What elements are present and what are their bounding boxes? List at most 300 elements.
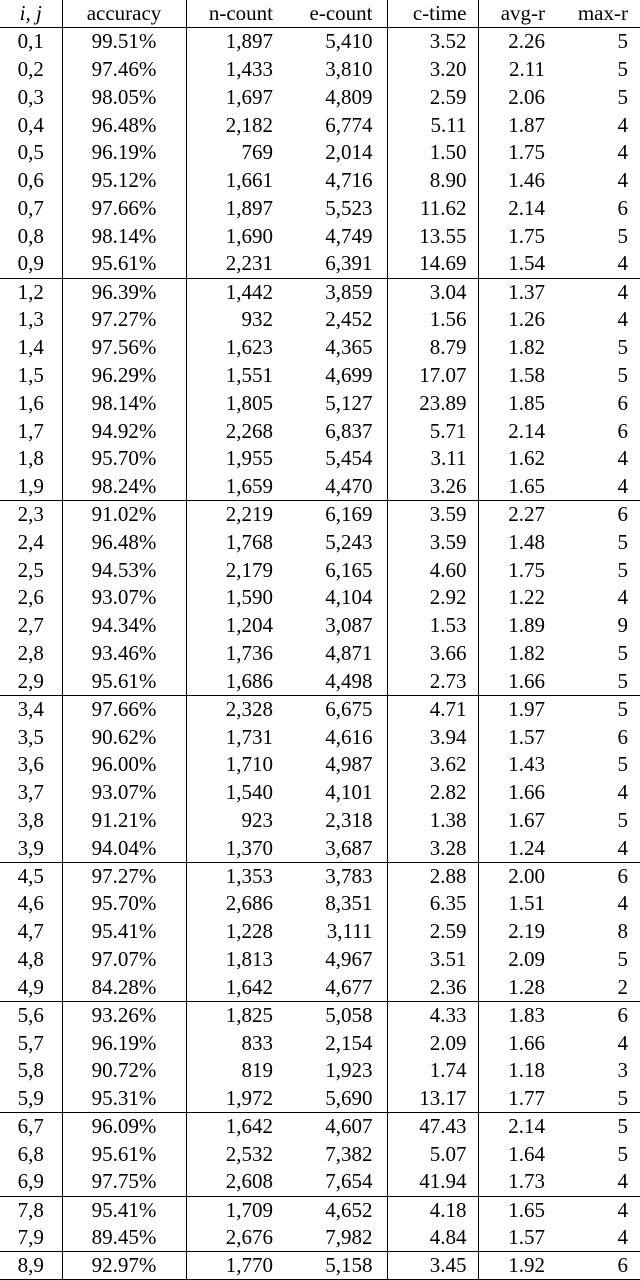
cell-max-r: 6 <box>617 724 628 749</box>
cell-e-count: 3,087 <box>280 612 387 640</box>
cell-c-time: 3.26 <box>387 473 478 501</box>
table-row <box>0 250 640 278</box>
cell-c-time: 8.79 <box>387 334 478 362</box>
cell-c-time: 1.50 <box>387 139 478 167</box>
cell-accuracy: 90.72% <box>62 1057 186 1085</box>
cell-n-count: 1,370 <box>225 835 273 860</box>
cell-c-time: 4.84 <box>387 1224 478 1252</box>
cell-accuracy: 95.12% <box>62 167 186 195</box>
cell-avg-r: 2.27 <box>508 502 545 527</box>
cell-n-count: 2,532 <box>225 1141 273 1166</box>
cell-ij: 7,8 <box>0 1196 62 1224</box>
cell-e-count: 5,454 <box>280 445 387 473</box>
cell-n-count: 1,353 <box>225 863 273 888</box>
cell-max-r: 5 <box>617 362 628 387</box>
cell-c-time: 1.38 <box>387 807 478 835</box>
cell-avg-r: 2.26 <box>508 29 545 54</box>
cell-max-r: 5 <box>617 84 628 109</box>
cell-max-r: 2 <box>617 974 628 999</box>
cell-avg-r: 1.85 <box>508 390 545 415</box>
cell-c-time: 1.74 <box>387 1057 478 1085</box>
cell-n-count: 833 <box>241 1030 273 1055</box>
cell-avg-r: 2.06 <box>508 84 545 109</box>
table-row <box>0 1140 640 1168</box>
cell-n-count: 1,642 <box>225 1114 273 1139</box>
cell-ij: 4,5 <box>0 862 62 890</box>
table-row <box>0 556 640 584</box>
header-ij: i, j <box>0 0 62 28</box>
cell-n-count: 1,442 <box>225 279 273 304</box>
cell-n-count: 1,731 <box>225 724 273 749</box>
cell-c-time: 23.89 <box>387 389 478 417</box>
table-row <box>0 918 640 946</box>
table-row <box>0 1057 640 1085</box>
cell-max-r: 6 <box>617 502 628 527</box>
cell-avg-r: 1.43 <box>508 752 545 777</box>
cell-accuracy: 95.41% <box>62 1196 186 1224</box>
cell-avg-r: 2.00 <box>508 863 545 888</box>
cell-c-time: 2.73 <box>387 668 478 696</box>
cell-ij: 0,7 <box>0 195 62 223</box>
cell-e-count: 1,923 <box>280 1057 387 1085</box>
cell-n-count: 1,825 <box>225 1002 273 1027</box>
header-max-r: max-r <box>577 1 628 26</box>
cell-e-count: 4,716 <box>280 167 387 195</box>
cell-n-count: 1,697 <box>225 84 273 109</box>
cell-accuracy: 97.66% <box>62 695 186 723</box>
table-row <box>0 723 640 751</box>
cell-ij: 1,5 <box>0 362 62 390</box>
table-row <box>0 528 640 556</box>
cell-avg-r: 1.57 <box>508 1224 545 1249</box>
cell-max-r: 5 <box>617 697 628 721</box>
cell-max-r: 5 <box>617 1114 628 1139</box>
cell-accuracy: 97.07% <box>62 946 186 974</box>
header-row <box>0 0 640 28</box>
cell-c-time: 3.59 <box>387 528 478 556</box>
cell-c-time: 3.66 <box>387 640 478 668</box>
row-group-3 <box>0 695 640 862</box>
cell-avg-r: 1.54 <box>508 251 545 276</box>
cell-ij: 4,9 <box>0 973 62 1001</box>
cell-c-time: 13.17 <box>387 1085 478 1113</box>
cell-avg-r: 1.62 <box>508 446 545 471</box>
cell-avg-r: 1.46 <box>508 168 545 193</box>
cell-accuracy: 91.02% <box>62 501 186 529</box>
cell-accuracy: 93.07% <box>62 584 186 612</box>
cell-e-count: 4,616 <box>280 723 387 751</box>
cell-e-count: 5,158 <box>280 1252 387 1280</box>
cell-e-count: 4,699 <box>280 362 387 390</box>
cell-c-time: 3.28 <box>387 834 478 862</box>
cell-n-count: 1,590 <box>225 585 273 610</box>
cell-e-count: 5,523 <box>280 195 387 223</box>
cell-n-count: 1,813 <box>225 947 273 972</box>
cell-c-time: 3.45 <box>387 1252 478 1280</box>
cell-c-time: 4.18 <box>387 1196 478 1224</box>
cell-c-time: 41.94 <box>387 1168 478 1196</box>
table-row <box>0 1085 640 1113</box>
cell-accuracy: 98.14% <box>62 222 186 250</box>
cell-e-count: 4,809 <box>280 83 387 111</box>
table-row <box>0 668 640 696</box>
cell-max-r: 4 <box>617 112 628 137</box>
cell-e-count: 4,871 <box>280 640 387 668</box>
cell-max-r: 4 <box>617 835 628 860</box>
cell-avg-r: 1.26 <box>508 307 545 332</box>
cell-c-time: 2.82 <box>387 779 478 807</box>
cell-avg-r: 1.18 <box>508 1058 545 1083</box>
cell-avg-r: 1.75 <box>508 140 545 165</box>
cell-e-count: 6,165 <box>280 556 387 584</box>
cell-e-count: 3,111 <box>280 918 387 946</box>
cell-c-time: 3.52 <box>387 28 478 56</box>
cell-c-time: 47.43 <box>387 1113 478 1141</box>
table-row <box>0 973 640 1001</box>
table-row <box>0 640 640 668</box>
cell-n-count: 1,551 <box>225 362 273 387</box>
cell-ij: 0,6 <box>0 167 62 195</box>
cell-n-count: 1,897 <box>225 196 273 221</box>
cell-avg-r: 1.51 <box>508 891 545 916</box>
cell-ij: 5,7 <box>0 1029 62 1057</box>
cell-avg-r: 2.11 <box>509 57 545 82</box>
cell-ij: 1,3 <box>0 306 62 334</box>
cell-c-time: 4.60 <box>387 556 478 584</box>
cell-max-r: 8 <box>617 919 628 944</box>
cell-max-r: 6 <box>617 863 628 888</box>
cell-n-count: 1,770 <box>225 1253 273 1278</box>
cell-ij: 6,8 <box>0 1140 62 1168</box>
cell-avg-r: 1.28 <box>508 974 545 999</box>
cell-max-r: 5 <box>617 557 628 582</box>
cell-e-count: 3,783 <box>280 862 387 890</box>
table-row <box>0 222 640 250</box>
cell-ij: 0,4 <box>0 111 62 139</box>
cell-avg-r: 1.58 <box>508 362 545 387</box>
cell-c-time: 4.33 <box>387 1001 478 1029</box>
cell-ij: 3,4 <box>0 695 62 723</box>
cell-e-count: 4,101 <box>280 779 387 807</box>
cell-accuracy: 98.24% <box>62 473 186 501</box>
cell-accuracy: 96.29% <box>62 362 186 390</box>
cell-n-count: 1,709 <box>225 1197 273 1222</box>
cell-e-count: 5,410 <box>280 28 387 56</box>
cell-ij: 1,2 <box>0 278 62 306</box>
cell-ij: 0,1 <box>0 28 62 56</box>
cell-accuracy: 95.41% <box>62 918 186 946</box>
cell-max-r: 5 <box>617 1141 628 1166</box>
cell-e-count: 8,351 <box>280 890 387 918</box>
cell-ij: 5,8 <box>0 1057 62 1085</box>
cell-e-count: 7,982 <box>280 1224 387 1252</box>
cell-max-r: 4 <box>617 307 628 332</box>
table-row <box>0 445 640 473</box>
cell-avg-r: 1.77 <box>508 1085 545 1110</box>
cell-max-r: 4 <box>617 446 628 471</box>
cell-ij: 2,5 <box>0 556 62 584</box>
cell-ij: 4,7 <box>0 918 62 946</box>
cell-ij: 3,6 <box>0 751 62 779</box>
cell-ij: 2,8 <box>0 640 62 668</box>
table-row <box>0 306 640 334</box>
cell-ij: 2,4 <box>0 528 62 556</box>
cell-e-count: 6,169 <box>280 501 387 529</box>
cell-e-count: 4,104 <box>280 584 387 612</box>
cell-max-r: 6 <box>617 1002 628 1027</box>
cell-accuracy: 97.66% <box>62 195 186 223</box>
cell-avg-r: 1.87 <box>508 112 545 137</box>
cell-max-r: 5 <box>617 641 628 666</box>
cell-ij: 1,7 <box>0 417 62 445</box>
cell-c-time: 2.36 <box>387 973 478 1001</box>
cell-n-count: 1,686 <box>225 668 273 693</box>
cell-accuracy: 94.53% <box>62 556 186 584</box>
cell-n-count: 2,182 <box>225 112 273 137</box>
cell-c-time: 2.88 <box>387 862 478 890</box>
cell-n-count: 923 <box>241 808 273 832</box>
cell-ij: 0,3 <box>0 83 62 111</box>
cell-avg-r: 2.09 <box>508 947 545 972</box>
cell-e-count: 3,687 <box>280 834 387 862</box>
cell-e-count: 6,837 <box>280 417 387 445</box>
row-group-6 <box>0 1113 640 1196</box>
cell-e-count: 4,470 <box>280 473 387 501</box>
cell-accuracy: 93.07% <box>62 779 186 807</box>
cell-n-count: 1,690 <box>225 223 273 248</box>
cell-avg-r: 2.19 <box>508 919 545 944</box>
cell-avg-r: 1.22 <box>508 585 545 610</box>
cell-max-r: 4 <box>617 585 628 610</box>
cell-e-count: 4,498 <box>280 668 387 696</box>
cell-c-time: 5.07 <box>387 1140 478 1168</box>
cell-max-r: 6 <box>617 196 628 221</box>
cell-e-count: 4,677 <box>280 973 387 1001</box>
cell-max-r: 9 <box>617 613 628 638</box>
cell-max-r: 4 <box>617 473 628 498</box>
cell-avg-r: 1.82 <box>508 335 545 360</box>
table-row <box>0 83 640 111</box>
cell-avg-r: 2.14 <box>508 196 545 221</box>
cell-n-count: 2,608 <box>225 1169 273 1194</box>
cell-accuracy: 97.46% <box>62 56 186 84</box>
cell-avg-r: 1.66 <box>508 668 545 693</box>
table-row <box>0 167 640 195</box>
cell-ij: 0,5 <box>0 139 62 167</box>
cell-accuracy: 94.92% <box>62 417 186 445</box>
cell-ij: 3,7 <box>0 779 62 807</box>
cell-c-time: 17.07 <box>387 362 478 390</box>
cell-c-time: 2.09 <box>387 1029 478 1057</box>
table-row <box>0 1196 640 1224</box>
cell-n-count: 1,228 <box>225 919 273 944</box>
cell-accuracy: 99.51% <box>62 28 186 56</box>
table-row <box>0 612 640 640</box>
cell-c-time: 3.59 <box>387 501 478 529</box>
table-row <box>0 473 640 501</box>
cell-ij: 3,5 <box>0 723 62 751</box>
cell-avg-r: 1.89 <box>508 613 545 638</box>
cell-max-r: 5 <box>617 29 628 54</box>
cell-ij: 8,9 <box>0 1252 62 1280</box>
cell-c-time: 4.71 <box>387 695 478 723</box>
cell-c-time: 3.11 <box>387 445 478 473</box>
table-row <box>0 111 640 139</box>
cell-accuracy: 96.39% <box>62 278 186 306</box>
cell-c-time: 3.51 <box>387 946 478 974</box>
cell-accuracy: 95.61% <box>62 1140 186 1168</box>
cell-max-r: 4 <box>617 168 628 193</box>
cell-avg-r: 2.14 <box>508 1114 545 1139</box>
cell-max-r: 5 <box>617 529 628 554</box>
table-row <box>0 946 640 974</box>
cell-accuracy: 92.97% <box>62 1252 186 1280</box>
cell-accuracy: 94.34% <box>62 612 186 640</box>
cell-c-time: 2.59 <box>387 83 478 111</box>
cell-ij: 0,9 <box>0 250 62 278</box>
cell-n-count: 2,219 <box>225 502 273 527</box>
cell-max-r: 4 <box>617 140 628 165</box>
cell-ij: 2,9 <box>0 668 62 696</box>
cell-max-r: 4 <box>617 279 628 304</box>
table-row <box>0 862 640 890</box>
cell-c-time: 5.11 <box>387 111 478 139</box>
cell-avg-r: 1.92 <box>508 1253 545 1278</box>
cell-e-count: 5,690 <box>280 1085 387 1113</box>
table-row <box>0 890 640 918</box>
cell-max-r: 5 <box>617 335 628 360</box>
row-group-2 <box>0 501 640 696</box>
cell-avg-r: 1.97 <box>508 697 545 721</box>
table-row <box>0 139 640 167</box>
cell-max-r: 5 <box>617 668 628 693</box>
cell-max-r: 5 <box>617 57 628 82</box>
table-row <box>0 362 640 390</box>
cell-accuracy: 91.21% <box>62 807 186 835</box>
cell-e-count: 6,774 <box>280 111 387 139</box>
cell-n-count: 2,268 <box>225 418 273 443</box>
cell-ij: 1,9 <box>0 473 62 501</box>
table-row <box>0 278 640 306</box>
cell-accuracy: 97.75% <box>62 1168 186 1196</box>
cell-c-time: 1.53 <box>387 612 478 640</box>
cell-e-count: 4,607 <box>280 1113 387 1141</box>
table-row <box>0 195 640 223</box>
cell-accuracy: 96.48% <box>62 528 186 556</box>
cell-c-time: 11.62 <box>387 195 478 223</box>
row-group-8 <box>0 1252 640 1280</box>
cell-n-count: 932 <box>241 307 273 332</box>
cell-c-time: 6.35 <box>387 890 478 918</box>
cell-accuracy: 95.70% <box>62 890 186 918</box>
cell-max-r: 6 <box>617 1253 628 1278</box>
cell-e-count: 4,967 <box>280 946 387 974</box>
table-row <box>0 1252 640 1280</box>
cell-avg-r: 1.48 <box>508 529 545 554</box>
cell-e-count: 2,452 <box>280 306 387 334</box>
cell-c-time: 1.56 <box>387 306 478 334</box>
cell-max-r: 4 <box>617 1224 628 1249</box>
cell-accuracy: 97.56% <box>62 334 186 362</box>
cell-max-r: 5 <box>617 947 628 972</box>
cell-ij: 3,9 <box>0 834 62 862</box>
cell-avg-r: 1.83 <box>508 1002 545 1027</box>
cell-c-time: 14.69 <box>387 250 478 278</box>
cell-n-count: 1,204 <box>225 613 273 638</box>
cell-n-count: 1,623 <box>225 335 273 360</box>
cell-accuracy: 96.19% <box>62 1029 186 1057</box>
cell-n-count: 1,972 <box>225 1085 273 1110</box>
cell-c-time: 13.55 <box>387 222 478 250</box>
cell-n-count: 1,540 <box>225 780 273 805</box>
cell-c-time: 8.90 <box>387 167 478 195</box>
header-e-count: e-count <box>280 0 387 28</box>
cell-accuracy: 97.27% <box>62 306 186 334</box>
cell-accuracy: 84.28% <box>62 973 186 1001</box>
header-n-count: n-count <box>208 1 273 26</box>
table-row <box>0 501 640 529</box>
table-row <box>0 584 640 612</box>
cell-accuracy: 96.00% <box>62 751 186 779</box>
cell-accuracy: 95.61% <box>62 668 186 696</box>
cell-avg-r: 2.14 <box>508 418 545 443</box>
cell-n-count: 1,710 <box>225 752 273 777</box>
cell-avg-r: 1.67 <box>508 808 545 832</box>
cell-c-time: 2.92 <box>387 584 478 612</box>
table-row <box>0 695 640 723</box>
table-row <box>0 751 640 779</box>
cell-avg-r: 1.65 <box>508 473 545 498</box>
cell-avg-r: 1.73 <box>508 1169 545 1194</box>
cell-ij: 5,6 <box>0 1001 62 1029</box>
cell-n-count: 2,686 <box>225 891 273 916</box>
cell-ij: 1,6 <box>0 389 62 417</box>
cell-n-count: 1,897 <box>225 29 273 54</box>
table-row <box>0 807 640 835</box>
cell-n-count: 2,231 <box>225 251 273 276</box>
row-group-7 <box>0 1196 640 1252</box>
cell-e-count: 2,014 <box>280 139 387 167</box>
cell-accuracy: 95.61% <box>62 250 186 278</box>
cell-e-count: 3,810 <box>280 56 387 84</box>
cell-ij: 0,8 <box>0 222 62 250</box>
cell-accuracy: 90.62% <box>62 723 186 751</box>
cell-accuracy: 96.19% <box>62 139 186 167</box>
table-row <box>0 1001 640 1029</box>
cell-e-count: 3,859 <box>280 278 387 306</box>
cell-avg-r: 1.24 <box>508 835 545 860</box>
cell-e-count: 2,154 <box>280 1029 387 1057</box>
cell-max-r: 4 <box>617 1030 628 1055</box>
header-avg-r: avg-r <box>500 1 545 26</box>
row-group-4 <box>0 862 640 1001</box>
table-row <box>0 1113 640 1141</box>
cell-ij: 4,6 <box>0 890 62 918</box>
cell-c-time: 3.62 <box>387 751 478 779</box>
header-accuracy: accuracy <box>62 0 186 28</box>
cell-e-count: 4,652 <box>280 1196 387 1224</box>
cell-n-count: 1,642 <box>225 974 273 999</box>
cell-e-count: 7,654 <box>280 1168 387 1196</box>
cell-e-count: 2,318 <box>280 807 387 835</box>
cell-accuracy: 89.45% <box>62 1224 186 1252</box>
cell-n-count: 1,805 <box>225 390 273 415</box>
table-row <box>0 1029 640 1057</box>
cell-accuracy: 95.70% <box>62 445 186 473</box>
cell-e-count: 4,365 <box>280 334 387 362</box>
cell-accuracy: 96.09% <box>62 1113 186 1141</box>
cell-max-r: 5 <box>617 1085 628 1110</box>
